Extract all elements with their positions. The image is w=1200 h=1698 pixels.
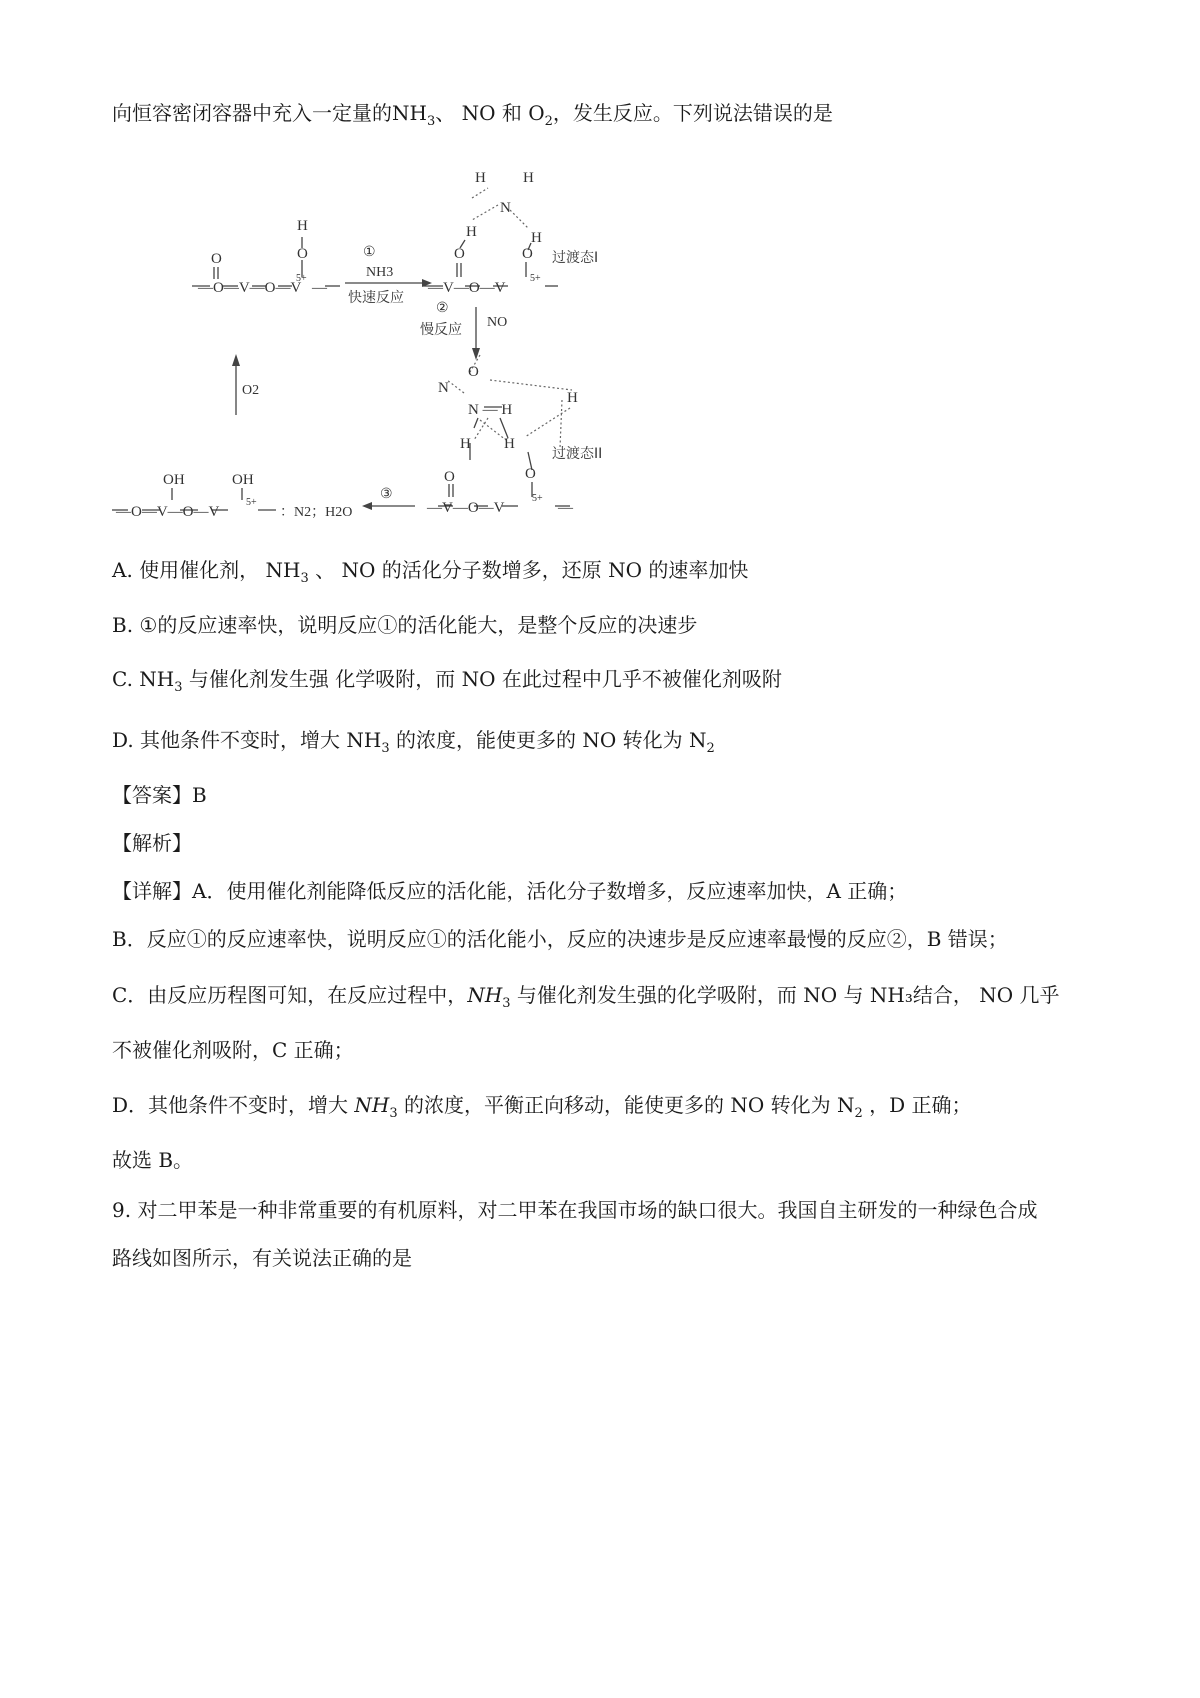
explanation-c2-text: 不被催化剂吸附，C 正确；: [112, 1038, 354, 1062]
answer-label: 【答案】: [112, 783, 192, 807]
question-9-text-2: 路线如图所示，有关说法正确的是: [112, 1246, 412, 1270]
svg-text:5+: 5+: [530, 273, 541, 284]
step1-reagent: NH3: [366, 265, 394, 280]
svg-text:O: O: [454, 246, 465, 262]
products-label: ：N2；H2O: [280, 505, 353, 520]
explanation-d-sub-1: 3: [389, 1106, 398, 1121]
question-9-line1: [112, 1197, 1037, 1223]
explanation-c-line2: [112, 1037, 354, 1063]
ts2-label: 过渡态II: [552, 446, 603, 462]
svg-text:H: H: [460, 436, 471, 452]
svg-text:—V—O—V: —V—O—V: [428, 280, 506, 296]
option-a-text-2: 、 NO 的活化分子数增多，还原 NO 的速率加快: [308, 558, 749, 582]
option-b[interactable]: [112, 612, 697, 638]
explanation-d: [112, 1092, 972, 1127]
explanation-c-nh: NH: [467, 983, 503, 1007]
intro-text-2: 、 NO 和 O: [435, 101, 545, 125]
svg-text:H: H: [531, 230, 542, 246]
svg-text:O: O: [211, 251, 222, 267]
question-9-line2: [112, 1245, 412, 1271]
svg-text:—V—O—V: —V—O—V: [427, 500, 505, 516]
intro-text-1: 向恒容密闭容器中充入一定量的NH: [112, 101, 427, 125]
explanation-c-line1: [112, 982, 1059, 1017]
conclusion-text: 故选 B。: [112, 1148, 194, 1172]
svg-text:—O—V—O—V: —O—V—O—V: [198, 280, 302, 296]
option-a[interactable]: [112, 557, 748, 592]
svg-text:OH: OH: [163, 472, 185, 488]
svg-text:H: H: [504, 436, 515, 452]
explanation-b-text: B．反应①的反应速率快，说明反应①的活化能小，反应的决速步是反应速率最慢的反应②，B 错误；: [112, 927, 1008, 951]
reaction-mechanism-diagram: [0, 0, 1200, 540]
svg-text:N: N: [438, 380, 449, 396]
intro-sub-2: 2: [544, 114, 553, 129]
explanation-d-nh: NH: [354, 1093, 390, 1117]
intro-sub-1: 3: [426, 114, 436, 129]
answer-value: B: [192, 783, 207, 807]
option-a-sub: 3: [300, 571, 309, 586]
option-b-text: B. ①的反应速率快，说明反应①的活化能大，是整个反应的决速步: [112, 613, 698, 637]
svg-text:5+: 5+: [246, 497, 257, 508]
explanation-c-sub: 3: [502, 996, 511, 1011]
svg-text:O: O: [297, 246, 308, 262]
option-a-text-1: A. 使用催化剂， NH: [112, 558, 301, 582]
svg-text:—: —: [312, 280, 327, 296]
option-c-text-2: 与催化剂发生强 化学吸附，而 NO 在此过程中几乎不被催化剂吸附: [182, 667, 782, 691]
step2-label: 慢反应: [420, 322, 462, 338]
svg-text:H: H: [466, 224, 477, 240]
ts1-label: 过渡态I: [552, 250, 599, 266]
svg-text:O: O: [525, 466, 536, 482]
svg-text:—O—V—O—V: —O—V—O—V: [116, 504, 220, 520]
answer-line: [112, 782, 207, 808]
option-c[interactable]: [112, 666, 782, 701]
svg-text:N: N: [500, 200, 511, 216]
explanation-conclusion: [112, 1147, 193, 1173]
svg-text:O: O: [468, 364, 479, 380]
explanation-d-text-1: D．其他条件不变时，增大: [112, 1093, 355, 1117]
svg-text:H: H: [523, 170, 534, 186]
option-d-sub-2: 2: [706, 741, 715, 756]
svg-text:5+: 5+: [532, 493, 543, 504]
question-9-text-1: 9. 对二甲苯是一种非常重要的有机原料，对二甲苯在我国市场的缺口很大。我国自主研发的一种绿色合成: [112, 1198, 1038, 1222]
option-d-text-2: 的浓度，能使更多的 NO 转化为 N: [389, 728, 707, 752]
option-d-sub-1: 3: [381, 741, 390, 756]
explanation-a-text: 【详解】A．使用催化剂能降低反应的活化能，活化分子数增多，反应速率加快，A 正确；: [112, 879, 908, 903]
svg-text:OH: OH: [232, 472, 254, 488]
step2-circle: ②: [436, 301, 449, 316]
explanation-d-sub-2: 2: [854, 1106, 863, 1121]
explanation-c-text-1: C．由反应历程图可知，在反应过程中，: [112, 983, 468, 1007]
analysis-label-text: 【解析】: [112, 831, 192, 855]
option-c-text-1: C. NH: [112, 667, 175, 691]
svg-text:5+: 5+: [296, 273, 307, 284]
svg-text:N — H: N — H: [468, 402, 513, 418]
explanation-b: [112, 926, 1008, 952]
step2-reagent: NO: [487, 315, 508, 330]
svg-text:H: H: [475, 170, 486, 186]
svg-text:H: H: [567, 390, 578, 406]
svg-text:—: —: [558, 500, 573, 516]
o2-label: O2: [242, 383, 260, 398]
svg-text:H: H: [297, 218, 308, 234]
svg-text:O: O: [522, 246, 533, 262]
option-d[interactable]: [112, 727, 715, 762]
option-d-text-1: D. 其他条件不变时，增大 NH: [112, 728, 382, 752]
intro-text-3: ，发生反应。下列说法错误的是: [552, 101, 833, 125]
explanation-d-text-3: ，D 正确；: [862, 1093, 972, 1117]
step3-circle: ③: [380, 487, 393, 502]
step1-label: 快速反应: [348, 290, 404, 306]
svg-text:O: O: [444, 469, 455, 485]
explanation-d-text-2: 的浓度，平衡正向移动，能使更多的 NO 转化为 N: [397, 1093, 855, 1117]
explanation-c-text-2: 与催化剂发生强的化学吸附，而 NO 与 NH₃结合， NO 几乎: [510, 983, 1060, 1007]
analysis-label: [112, 830, 192, 856]
step1-circle: ①: [363, 245, 376, 260]
explanation-a: [112, 878, 907, 904]
option-c-sub: 3: [174, 680, 183, 695]
